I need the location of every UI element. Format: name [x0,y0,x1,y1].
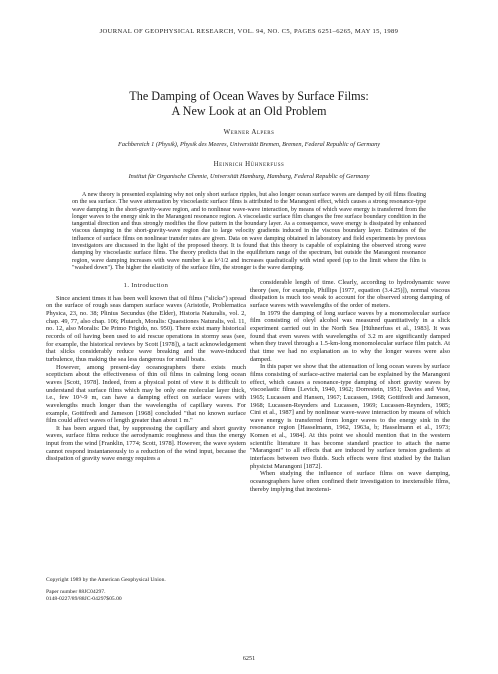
author-2-name: Heinrich Hühnerfuss [213,161,285,168]
right-paragraph-3: In this paper we show that the attenuation of long ocean waves by surface films consisting of surface-active material can be explained by the Marangoni effect, which causes a resonance-type damping of short gravity waves by viscoelastic films [Levich, 1940, 1962; Dorrestein, 1951; Davies and Vose, 1965; Lucassen and Hansen, 1967; Lucassen, 1968; Gottifredi and Jameson, 1968; Lucassen-Reynders and Lucassen, 1969; Lucassen-Reynders, 1985; Cini et al., 1987] and by nonlinear wave-wave interaction by means of which wave energy is transferred from longer waves to the energy sink in the resonance region [Hasselmann, 1962, 1963a, b; Hasselmann et al., 1973; Komen et al., 1984]. At this point we should mention that in the western scientific literature it has become standard practice to attach the name "Marangoni" to all effects that are induced by surface tension gradients at interfaces between two fluids. Such effects were first studied by the Italian physicist Marangoni [1872]. [250,363,450,470]
author-1 [0,129,498,136]
title-line-2: A New Look at an Old Problem [171,103,327,118]
running-head: JOURNAL OF GEOPHYSICAL RESEARCH, VOL. 94, NO. C5, PAGES 6251–6265, MAY 15, 1989 [99,28,399,35]
abstract-text: A new theory is presented explaining why not only short surface ripples, but also longer ocean surface waves are damped by oil films floating on the sea surface. The wave attenuation by viscoelastic surface films is attributed to the Marangoni effect, which causes a strong resonance-type wave damping in the short-gravity-wave region, and to nonlinear wave-wave interaction, by means of which wave energy is transferred from the longer waves to the energy sink in the Marangoni resonance region. A viscoelastic surface film changes the free surface boundary condition in the tangential direction and thus strongly modifies the flow pattern in the boundary layer. As a consequence, wave energy is dissipated by enhanced viscous damping in the short-gravity-wave region due to large velocity gradients induced in the viscous boundary layer. Estimates of the influence of surface films on nonlinear transfer rates are given. Data on wave damping obtained in laboratory and field experiments by previous investigators are discussed in the light of the proposed theory. It is found that this theory is capable of explaining the observed strong wave damping by viscoelastic surface films. The theory predicts that in the equilibrium range of the spectrum, but outside the Marangoni resonance region, wave damping increases with wave number k as k^1/2 and increases quadratically with wind speed (up to the limit where the film is "washed down"). The higher the elasticity of the surface film, the stronger is the wave damping. [72,192,426,271]
footer-block [46,577,246,603]
right-column [250,279,450,493]
paper-number: Paper number 88JC04297. [46,589,106,595]
section-heading: 1. Introduction [123,282,169,289]
right-paragraph-4: When studying the influence of surface films on wave damping, oceanographers have often confined their investigation to inextensible films, thereby implying that inextensi- [250,470,450,493]
author-1-name: Werner Alpers [223,129,275,136]
left-paragraph-2: However, among present-day oceanographers there exists much scepticism about the effectiveness of thin oil films in calming long ocean waves [Scott, 1978]. Indeed, from a physical point of view it is difficult to understand that surface films which may be only one molecular layer thick, i.e., few 10^-9 m, can have a damping effect on surface waves with wavelengths much longer than the wavelengths of capillary waves. For example, Gottifredi and Jameson [1968] concluded "that no known surface film could affect waves of length greater than about 1 m." [46,363,246,425]
right-paragraph-2: In 1979 the damping of long surface waves by a monomolecular surface film consisting of oleyl alcohol was measured quantitatively in a slick experiment carried out in the North Sea [Hühnerfuss et al., 1983]. It was found that even waves with wavelengths of 3.2 m are significantly damped when they travel through a 1.5-km-long monomolecular surface film patch. At that time we had no explanation as to why the longer waves were also damped. [250,309,450,363]
copyright: Copyright 1989 by the American Geophysical Union. [46,577,166,583]
left-paragraph-3: It has been argued that, by suppressing the capillary and short gravity waves, surface films reduce the aerodynamic roughness and thus the energy input from the wind [Franklin, 1774; Scott, 1978]. However, the wave system cannot respond instantaneously to a reduction of the wind input, because the dissipation of gravity wave energy requires a [46,424,246,463]
issn-line: 0148-0227/89/88JC-04297$05.00 [46,596,122,602]
affiliation-2: Institut für Organische Chemie, Universität Hamburg, Hamburg, Federal Republic of Germany [128,173,370,180]
right-paragraph-1: considerable length of time. Clearly, according to hydrodynamic wave theory (see, for example, Phillips [1977, equation (3.4.25)]), normal viscous dissipation is much too weak to account for the observed strong damping of surface waves with wavelengths of the order of meters. [250,279,450,309]
affiliation-1: Fachbereich 1 (Physik), Physik des Meeres, Universität Bremen, Bremen, Federal Republic of Germany [117,141,381,148]
paper-title [0,89,498,119]
author-2 [0,161,498,168]
title-line-1: The Damping of Ocean Waves by Surface Films: [129,89,369,103]
page-number: 6251 [242,655,256,662]
abstract [72,192,426,272]
left-column [46,279,246,463]
left-paragraph-1: Since ancient times it has been well known that oil films ("slicks") spread on the surface of rough seas dampen surface waves (Aristotle, Problematica Physica, 23, no. 38; Plinius Secundus (the Elder), Historia Naturalis, vol. 2, chap. 49, 77, also chap. 106; Plutarch, Moralis: Quaestiones Naturalis, vol. 11, no. 12, also Moralis: De Primo Frigido, no. 950). There exist many historical records of oil having been used to aid rescue operations in stormy seas (see, for example, the historical reviews by Scott [1978]), a tacit acknowledgement that slicks considerably reduce wave breaking and the wave-induced turbulence, thus making the sea less dangerous for small boats. [46,294,246,363]
